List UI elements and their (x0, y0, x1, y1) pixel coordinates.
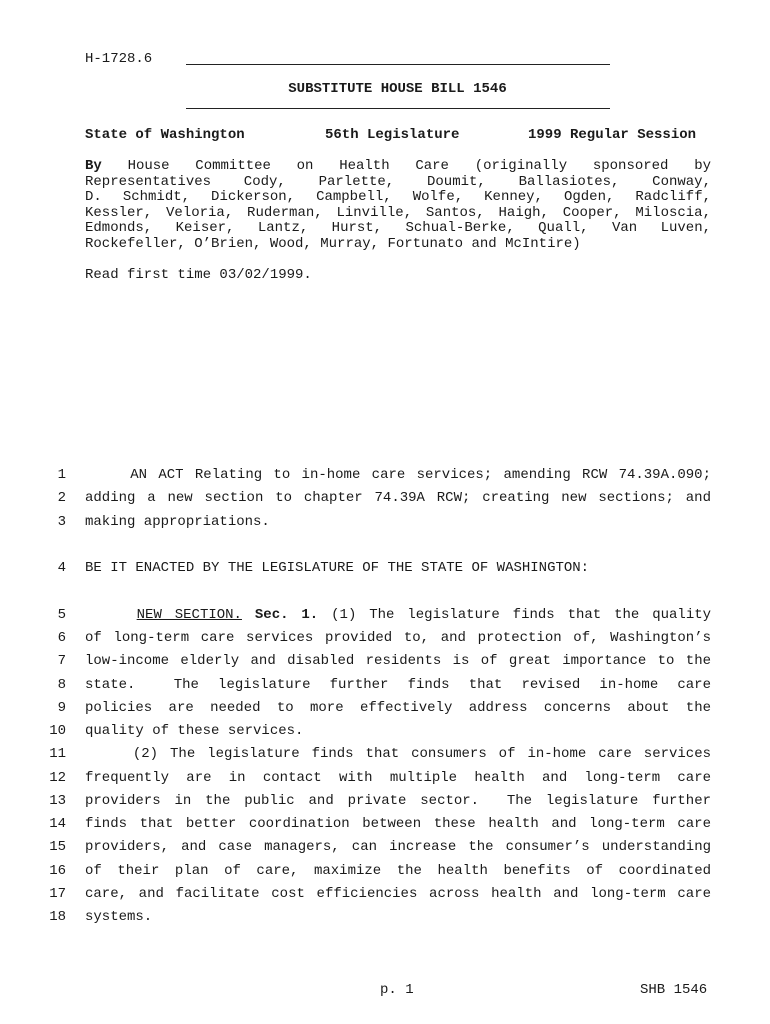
sec1-line-11: providers, and case managers, can increase the consumer’s understanding (85, 839, 711, 855)
line-number: 10 (49, 723, 66, 739)
sponsors-line-3: D. Schmidt, Dickerson, Campbell, Wolfe, Kenney, Ogden, Radcliff, (85, 189, 711, 205)
sec1-line-1 (85, 607, 711, 623)
sec1-line-9: providers in the public and private sector. The legislature further (85, 793, 711, 809)
sec1-line-13: care, and facilitate cost efficiencies across health and long-term care (85, 886, 711, 902)
sec1-line-5: policies are needed to more effectively address concerns about the (85, 700, 711, 716)
sec-label: Sec. 1. (254, 607, 319, 623)
sec1-line-3: low-income elderly and disabled residents is of great importance to the (85, 653, 711, 669)
line-number: 1 (57, 467, 66, 483)
line-number: 17 (49, 886, 66, 902)
sec1-line-8: frequently are in contact with multiple health and long-term care (85, 770, 711, 786)
line-number: 6 (57, 630, 66, 646)
sec1-line-6: quality of these services. (85, 723, 304, 739)
document-id: H-1728.6 (85, 51, 153, 67)
act-line-2: adding a new section to chapter 74.39A RCW; creating new sections; and (85, 490, 711, 506)
page-number: p. 1 (380, 982, 414, 998)
line-number: 8 (57, 677, 66, 693)
sponsors-line-1 (85, 158, 711, 174)
sponsors-line-5: Edmonds, Keiser, Lantz, Hurst, Schual-Berke, Quall, Van Luven, (85, 220, 711, 236)
enacting-clause: BE IT ENACTED BY THE LEGISLATURE OF THE STATE OF WASHINGTON: (85, 560, 590, 576)
act-line-1: AN ACT Relating to in-home care services; amending RCW 74.39A.090; (85, 467, 711, 483)
sec1-first-text: (1) The legislature finds that the quality (331, 607, 712, 623)
sec1-line-2: of long-term care services provided to, and protection of, Washington’s (85, 630, 711, 646)
sponsors-line-6: Rockefeller, O’Brien, Wood, Murray, Fortunato and McIntire) (85, 236, 581, 252)
line-number: 13 (49, 793, 66, 809)
bill-title: SUBSTITUTE HOUSE BILL 1546 (288, 81, 507, 97)
act-line-3: making appropriations. (85, 514, 270, 530)
line-number: 14 (49, 816, 66, 832)
line-number: 16 (49, 863, 66, 879)
line-number: 5 (57, 607, 66, 623)
header-rule-bottom (186, 108, 610, 109)
line-number: 2 (57, 490, 66, 506)
legislature-label: 56th Legislature (325, 127, 460, 143)
line-number: 9 (57, 700, 66, 716)
sec1-line-4: state. The legislature further finds that revised in-home care (85, 677, 711, 693)
sec1-line-7: (2) The legislature finds that consumers of in-home care services (85, 746, 711, 762)
line-number: 18 (49, 909, 66, 925)
line-number: 7 (57, 653, 66, 669)
sponsors-by-label: By (85, 158, 102, 174)
header-rule-top (186, 64, 610, 65)
line-number: 15 (49, 839, 66, 855)
footer-bill-id: SHB 1546 (640, 982, 708, 998)
sponsors-line-4: Kessler, Veloria, Ruderman, Linville, Santos, Haigh, Cooper, Miloscia, (85, 205, 711, 221)
sec1-line-14: systems. (85, 909, 153, 925)
sponsors-line-2: Representatives Cody, Parlette, Doumit, Ballasiotes, Conway, (85, 174, 711, 190)
line-number: 11 (49, 746, 66, 762)
new-section-label: NEW SECTION. (136, 607, 242, 623)
sec1-line-12: of their plan of care, maximize the health benefits of coordinated (85, 863, 711, 879)
session-label: 1999 Regular Session (528, 127, 697, 143)
read-first-time: Read first time 03/02/1999. (85, 267, 312, 283)
sponsors-text: House Committee on Health Care (originally sponsored by (127, 158, 712, 174)
line-number: 12 (49, 770, 66, 786)
line-number: 4 (57, 560, 66, 576)
sec1-line-10: finds that better coordination between these health and long-term care (85, 816, 711, 832)
line-number: 3 (57, 514, 66, 530)
state-label: State of Washington (85, 127, 245, 143)
